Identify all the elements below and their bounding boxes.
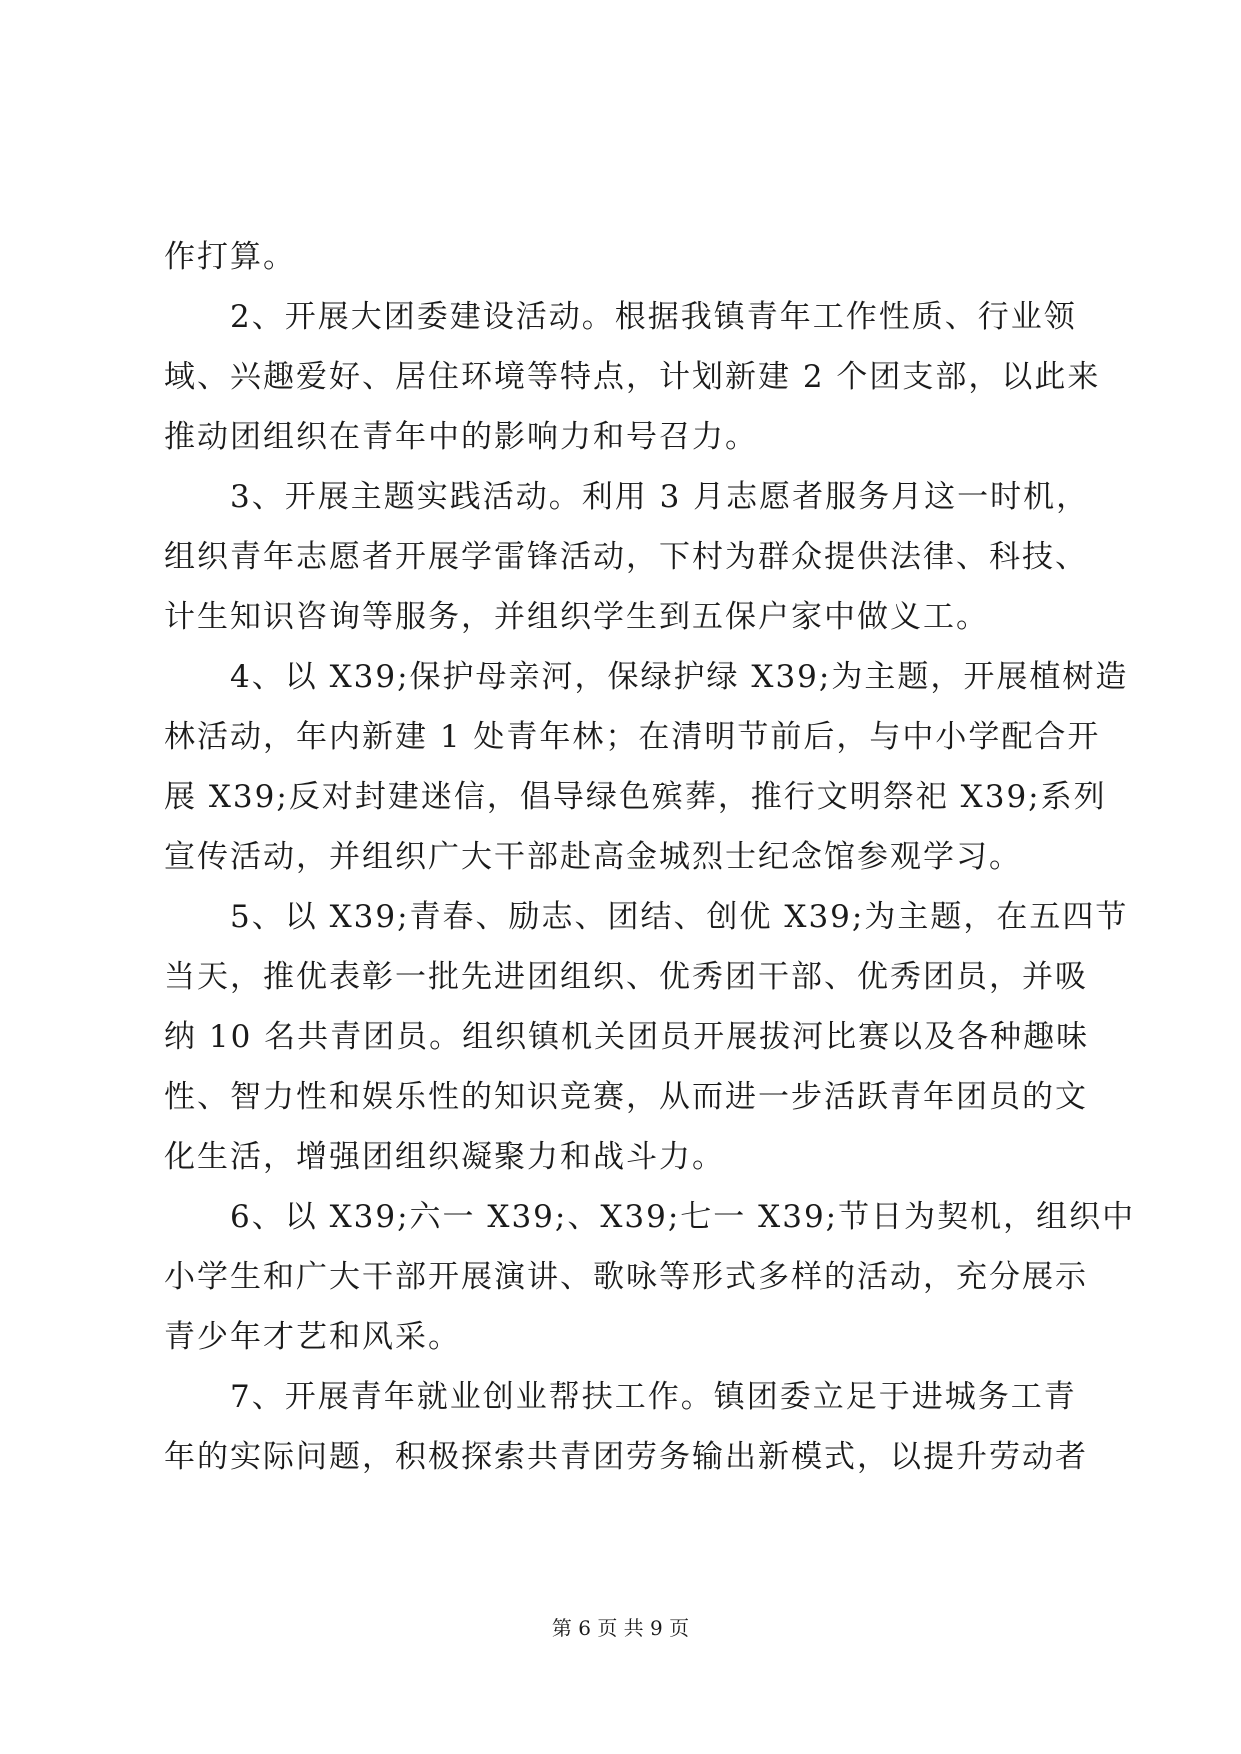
text-line: 青少年才艺和风采。 xyxy=(164,1319,461,1355)
text-line: 年的实际问题，积极探索共青团劳务输出新模式，以提升劳动者 xyxy=(164,1439,1088,1475)
text-line: 当天，推优表彰一批先进团组织、优秀团干部、优秀团员，并吸 xyxy=(164,959,1088,995)
text-line: 小学生和广大干部开展演讲、歌咏等形式多样的活动，充分展示 xyxy=(164,1259,1088,1295)
text-line: 化生活，增强团组织凝聚力和战斗力。 xyxy=(164,1139,725,1175)
text-line: 4、以 X39;保护母亲河，保绿护绿 X39;为主题，开展植树造 xyxy=(164,659,1129,695)
text-line: 性、智力性和娱乐性的知识竞赛，从而进一步活跃青年团员的文 xyxy=(164,1079,1088,1115)
text-line: 2、开展大团委建设活动。根据我镇青年工作性质、行业领 xyxy=(164,299,1077,335)
text-line: 5、以 X39;青春、励志、团结、创优 X39;为主题，在五四节 xyxy=(164,899,1129,935)
text-line: 7、开展青年就业创业帮扶工作。镇团委立足于进城务工青 xyxy=(164,1379,1077,1415)
text-line: 推动团组织在青年中的影响力和号召力。 xyxy=(164,419,758,455)
text-line: 展 X39;反对封建迷信，倡导绿色殡葬，推行文明祭祀 X39;系列 xyxy=(164,779,1107,815)
body-text xyxy=(164,227,1136,1487)
page-number-label: 第 6 页 共 9 页 xyxy=(551,1616,690,1640)
text-line: 作打算。 xyxy=(164,239,296,275)
text-line: 组织青年志愿者开展学雷锋活动，下村为群众提供法律、科技、 xyxy=(164,539,1088,575)
text-line: 宣传活动，并组织广大干部赴高金城烈士纪念馆参观学习。 xyxy=(164,839,1022,875)
text-line: 3、开展主题实践活动。利用 3 月志愿者服务月这一时机， xyxy=(164,479,1090,515)
text-line: 林活动，年内新建 1 处青年林；在清明节前后，与中小学配合开 xyxy=(164,719,1101,755)
text-line: 计生知识咨询等服务，并组织学生到五保户家中做义工。 xyxy=(164,599,989,635)
text-line: 纳 10 名共青团员。组织镇机关团员开展拔河比赛以及各种趣味 xyxy=(164,1019,1090,1055)
text-line: 6、以 X39;六一 X39;、X39;七一 X39;节日为契机，组织中 xyxy=(164,1199,1136,1235)
page-footer xyxy=(0,1614,1241,1642)
text-line: 域、兴趣爱好、居住环境等特点，计划新建 2 个团支部，以此来 xyxy=(164,359,1101,395)
